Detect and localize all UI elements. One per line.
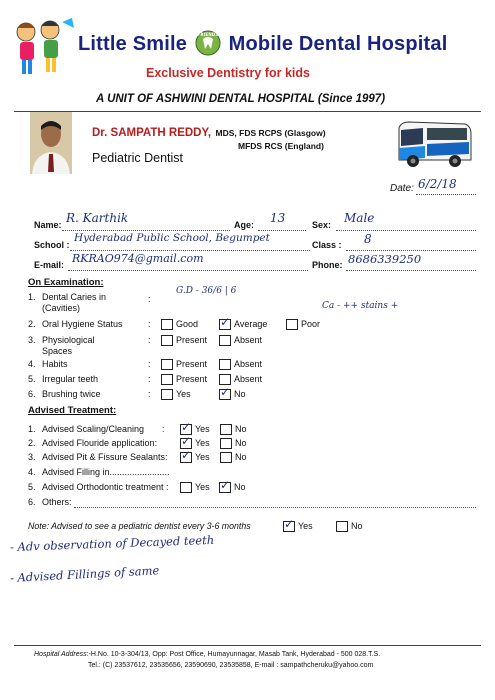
checkbox[interactable]	[220, 452, 232, 463]
hygiene-average[interactable]	[219, 319, 267, 330]
checkbox[interactable]	[161, 374, 173, 385]
footer-rule	[14, 645, 481, 646]
checkbox[interactable]	[220, 424, 232, 435]
checkbox-checked[interactable]	[283, 521, 295, 532]
address-text: :-H.No. 10-3-304/13, Opp: Post Office, Humayunnagar, Masab Tank, Hyderabad - 500 028.T.S.	[86, 651, 381, 658]
age-line	[258, 230, 306, 231]
treatment-item-6	[28, 497, 72, 507]
doctor-photo	[30, 112, 72, 174]
treatment-label: Others:	[42, 497, 72, 507]
option-label: No	[235, 452, 247, 462]
option-label: Yes	[195, 452, 210, 462]
treatment-colon-1: :	[162, 424, 165, 434]
header-rule	[14, 111, 481, 112]
option-label: Absent	[234, 335, 263, 345]
name-line	[62, 230, 230, 231]
footer-address	[34, 651, 380, 658]
email-line	[68, 270, 308, 271]
checkbox[interactable]	[220, 438, 232, 449]
treatment-num: 2.	[28, 438, 36, 448]
hygiene-good[interactable]	[161, 319, 198, 330]
checkbox-checked[interactable]	[219, 389, 231, 400]
note-yes[interactable]	[283, 521, 313, 532]
treatment-label: Advised Flouride application:	[42, 438, 158, 448]
treatment-label: Advised Filling in........................	[42, 467, 170, 477]
kids-logo	[8, 16, 78, 78]
treatment-item-5	[28, 482, 169, 492]
brushing-no[interactable]	[219, 389, 246, 400]
unit-line: A UNIT OF ASHWINI DENTAL HOSPITAL (Since 1997)	[96, 93, 386, 105]
checkbox[interactable]	[161, 389, 173, 400]
exam-heading: On Examination:	[28, 277, 104, 288]
spaces-present[interactable]	[161, 335, 207, 346]
irregular-present[interactable]	[161, 374, 207, 385]
option-label: No	[234, 482, 246, 492]
patient-age[interactable]: 13	[270, 211, 286, 225]
option-label: No	[234, 389, 246, 399]
checkbox[interactable]	[161, 319, 173, 330]
sex-label: Sex:	[312, 220, 332, 230]
class-label: Class :	[312, 240, 342, 250]
option-label: Yes	[298, 521, 313, 531]
exam-num: 4.	[28, 359, 36, 369]
irregular-absent[interactable]	[219, 374, 262, 385]
exam-num: 6.	[28, 389, 36, 399]
exam-num: 2.	[28, 319, 36, 329]
doctor-degrees: MDS, FDS RCPS (Glasgow)	[215, 128, 326, 138]
caries-note[interactable]: G.D - 36/6 | 6	[176, 286, 237, 296]
treatment-item-4	[28, 467, 170, 477]
sealants-no[interactable]	[220, 452, 247, 463]
exam-label: Physiological	[42, 335, 95, 345]
checkbox[interactable]	[180, 482, 192, 493]
doctor-role: Pediatric Dentist	[92, 151, 184, 165]
checkbox[interactable]	[161, 335, 173, 346]
school-line	[70, 250, 310, 251]
option-label: Present	[176, 359, 208, 369]
checkbox-checked[interactable]	[219, 482, 231, 493]
option-label: Yes	[176, 389, 191, 399]
doctor-name	[92, 123, 326, 141]
exam-num: 3.	[28, 335, 36, 345]
tooth-logo-icon	[195, 30, 221, 56]
option-label: Good	[176, 319, 199, 329]
phone-label: Phone:	[312, 260, 343, 270]
date-line	[416, 194, 476, 195]
treatment-num: 1.	[28, 424, 36, 434]
date-label: Date:	[390, 183, 414, 194]
hygiene-poor[interactable]	[286, 319, 320, 330]
option-label: Poor	[301, 319, 321, 329]
svg-text:FRIENDS: FRIENDS	[197, 32, 219, 37]
footer-contact: Tel.: (C) 23537612, 23535656, 23590690, 23535858, E-mail : sampathcheruku@yahoo.com	[88, 662, 374, 669]
ortho-no[interactable]	[219, 482, 246, 493]
bus-image	[393, 114, 473, 174]
checkbox-checked[interactable]	[219, 319, 231, 330]
title-part1: Little Smile	[78, 33, 188, 55]
habits-present[interactable]	[161, 359, 207, 370]
exam-item-3-sub: Spaces	[42, 346, 73, 356]
option-label: Present	[176, 374, 208, 384]
class-line	[346, 250, 476, 251]
exam-item-1	[28, 292, 106, 302]
exam-num: 5.	[28, 374, 36, 384]
school-label: School :	[34, 240, 70, 250]
checkbox[interactable]	[161, 359, 173, 370]
exam-colon-2: :	[148, 319, 151, 329]
exam-item-2	[28, 319, 123, 329]
phone-line	[346, 270, 476, 271]
option-label: No	[235, 424, 247, 434]
fluoride-no[interactable]	[220, 438, 247, 449]
exam-label: Irregular teeth	[42, 374, 99, 384]
ortho-yes[interactable]	[180, 482, 210, 493]
handwritten-note-2[interactable]: - Advised Fillings of same	[9, 563, 160, 585]
tagline: Exclusive Dentistry for kids	[146, 66, 310, 80]
patient-sex[interactable]: Male	[344, 211, 375, 225]
treatment-label: Advised Orthodontic treatment :	[42, 482, 169, 492]
email-label: E-mail:	[34, 260, 65, 270]
doctor-name-text: Dr. SAMPATH REDDY,	[92, 127, 212, 139]
name-label: Name:	[34, 220, 62, 230]
doctor-degrees2: MFDS RCS (England)	[238, 141, 324, 151]
exam-colon-6: :	[148, 389, 151, 399]
exam-item-5	[28, 374, 98, 384]
exam-colon-4: :	[148, 359, 151, 369]
date-value[interactable]: 6/2/18	[418, 177, 457, 191]
exam-label: Brushing twice	[42, 389, 101, 399]
address-label: Hospital Address	[34, 651, 87, 658]
spaces-absent[interactable]	[219, 335, 262, 346]
sex-line	[336, 230, 476, 231]
exam-label: Oral Hygiene Status	[42, 319, 123, 329]
option-label: Absent	[234, 374, 263, 384]
habits-absent[interactable]	[219, 359, 262, 370]
age-label: Age:	[234, 220, 254, 230]
exam-item-6	[28, 389, 101, 399]
treatment-label: Advised Scaling/Cleaning	[42, 424, 145, 434]
patient-class[interactable]: 8	[364, 232, 372, 246]
brushing-yes[interactable]	[161, 389, 191, 400]
treatment-item-1	[28, 424, 144, 434]
checkbox[interactable]	[336, 521, 348, 532]
note-no[interactable]	[336, 521, 363, 532]
exam-colon-1: :	[148, 294, 151, 304]
option-label: No	[235, 438, 247, 448]
treatment-label: Advised Pit & Fissure Sealants:	[42, 452, 168, 462]
exam-colon-3: :	[148, 335, 151, 345]
checkbox[interactable]	[219, 374, 231, 385]
option-label: Average	[234, 319, 268, 329]
patient-phone[interactable]: 8686339250	[348, 252, 422, 266]
exam-label: Habits	[42, 359, 68, 369]
scaling-no[interactable]	[220, 424, 247, 435]
patient-school[interactable]: Hyderabad Public School, Begumpet	[74, 232, 270, 244]
treatment-num: 6.	[28, 497, 36, 507]
handwritten-note-1[interactable]: - Adv observation of Decayed teeth	[9, 532, 215, 554]
option-label: Absent	[234, 359, 263, 369]
checkbox[interactable]	[219, 335, 231, 346]
option-label: Yes	[195, 482, 210, 492]
treatment-item-2	[28, 438, 157, 448]
checkbox[interactable]	[219, 359, 231, 370]
option-label: Yes	[195, 424, 210, 434]
others-line	[74, 507, 476, 508]
option-label: Yes	[195, 438, 210, 448]
exam-item-4	[28, 359, 68, 369]
exam-colon-5: :	[148, 374, 151, 384]
treatment-heading: Advised Treatment:	[28, 405, 117, 416]
treatment-num: 3.	[28, 452, 36, 462]
exam-label: Dental Caries in	[42, 292, 107, 302]
exam-item-1-sub: (Cavities)	[42, 303, 81, 313]
hygiene-note[interactable]: Ca - ++ stains +	[322, 301, 399, 311]
treatment-num: 4.	[28, 467, 36, 477]
patient-email[interactable]: RKRAO974@gmail.com	[72, 252, 204, 265]
sealants-yes[interactable]	[180, 452, 210, 463]
advice-note: Note: Advised to see a pediatric dentist every 3-6 months	[28, 521, 251, 531]
patient-name[interactable]: R. Karthik	[66, 211, 129, 225]
title-part2: Mobile Dental Hospital	[228, 33, 448, 55]
exam-item-3	[28, 335, 95, 345]
treatment-num: 5.	[28, 482, 36, 492]
hospital-title	[78, 30, 448, 56]
option-label: No	[351, 521, 363, 531]
treatment-item-3	[28, 452, 168, 462]
exam-num: 1.	[28, 292, 36, 302]
checkbox[interactable]	[286, 319, 298, 330]
checkbox-checked[interactable]	[180, 452, 192, 463]
option-label: Present	[176, 335, 208, 345]
